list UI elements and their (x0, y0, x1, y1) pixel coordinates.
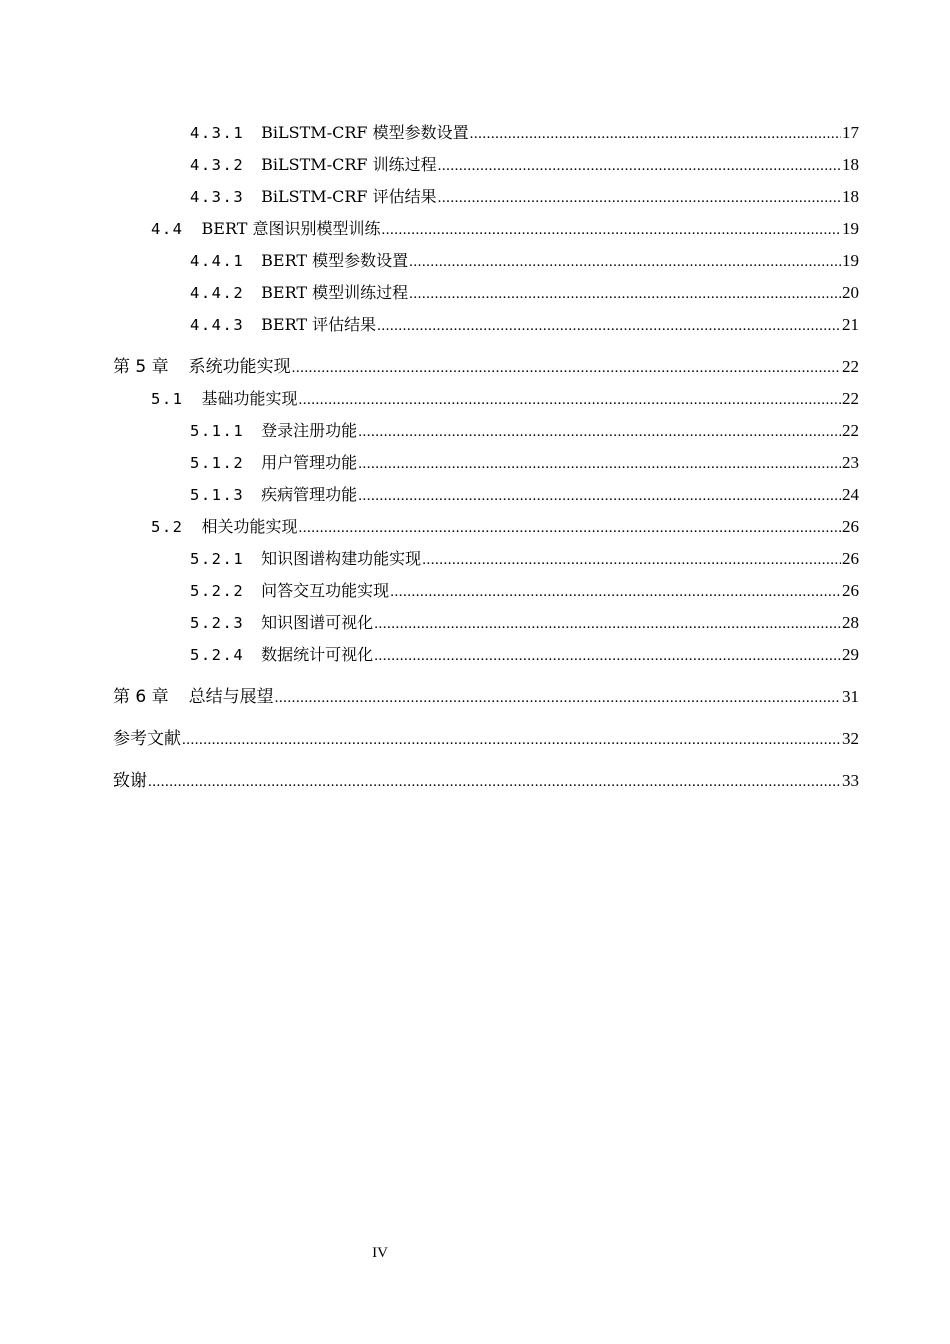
toc-entry-title: BiLSTM-CRF 训练过程 (261, 155, 437, 174)
toc-entry-number: 第 6 章 (113, 687, 169, 707)
toc-entry-title: 用户管理功能 (261, 453, 358, 472)
toc-dot-leader (409, 278, 841, 310)
toc-entry-page: 31 (842, 687, 859, 706)
toc-entry-number: 5.2.1 (190, 550, 245, 568)
toc-entry-title: BiLSTM-CRF 模型参数设置 (261, 123, 469, 142)
toc-dot-leader (299, 384, 841, 416)
toc-entry[interactable] (113, 681, 859, 713)
toc-dot-leader (470, 118, 841, 150)
toc-entry[interactable] (113, 723, 859, 755)
toc-entry[interactable] (113, 479, 859, 511)
toc-entry-number: 4.4.2 (190, 284, 245, 302)
toc-entry-number: 5.1.1 (190, 422, 245, 440)
toc-entry-page: 18 (842, 187, 859, 206)
toc-dot-leader (358, 448, 841, 480)
toc-entry-title: 数据统计可视化 (261, 645, 374, 664)
toc-entry-page: 17 (842, 123, 859, 142)
toc-entry-title: 知识图谱可视化 (261, 613, 374, 632)
toc-entry[interactable] (113, 213, 859, 245)
toc-dot-leader (381, 214, 841, 246)
table-of-contents (113, 117, 859, 797)
toc-entry-page: 26 (842, 549, 859, 568)
toc-entry[interactable] (113, 383, 859, 415)
toc-dot-leader (299, 512, 841, 544)
toc-entry-number: 第 5 章 (113, 357, 169, 377)
toc-entry-number: 5.1.3 (190, 486, 245, 504)
toc-entry[interactable] (113, 351, 859, 383)
toc-entry-number: 4.3.1 (190, 124, 245, 142)
toc-entry[interactable] (113, 765, 859, 797)
toc-entry-title: 基础功能实现 (201, 389, 298, 408)
toc-entry[interactable] (113, 639, 859, 671)
toc-entry[interactable] (113, 181, 859, 213)
toc-entry-title: 系统功能实现 (188, 357, 291, 377)
toc-dot-leader (409, 246, 841, 278)
toc-entry-number: 5.1.2 (190, 454, 245, 472)
page-number: IV (372, 1245, 388, 1261)
toc-entry-number: 4.4.3 (190, 316, 245, 334)
toc-dot-leader (292, 352, 841, 384)
toc-entry-page: 22 (842, 421, 859, 440)
toc-entry-title: 知识图谱构建功能实现 (261, 549, 422, 568)
toc-entry-number: 4.3.3 (190, 188, 245, 206)
toc-entry-title: BERT 意图识别模型训练 (201, 219, 381, 238)
toc-entry-title: 相关功能实现 (201, 517, 298, 536)
toc-entry-number: 4.3.2 (190, 156, 245, 174)
toc-entry-page: 19 (842, 219, 859, 238)
toc-entry-page: 33 (842, 771, 859, 790)
toc-entry[interactable] (113, 149, 859, 181)
toc-entry-page: 23 (842, 453, 859, 472)
toc-entry-title: BERT 模型参数设置 (261, 251, 409, 270)
toc-entry-title: BERT 模型训练过程 (261, 283, 409, 302)
toc-entry-page: 19 (842, 251, 859, 270)
toc-entry-title: 参考文献 (113, 729, 181, 749)
toc-entry[interactable] (113, 511, 859, 543)
toc-entry-title: 疾病管理功能 (261, 485, 358, 504)
toc-entry[interactable] (113, 575, 859, 607)
toc-entry-page: 32 (842, 729, 859, 748)
toc-entry-page: 18 (842, 155, 859, 174)
toc-dot-leader (438, 150, 841, 182)
toc-dot-leader (377, 310, 841, 342)
toc-entry[interactable] (113, 277, 859, 309)
toc-entry[interactable] (113, 245, 859, 277)
toc-entry-page: 26 (842, 517, 859, 536)
toc-entry-title: 总结与展望 (188, 687, 274, 707)
toc-entry-number: 4.4.1 (190, 252, 245, 270)
toc-dot-leader (148, 766, 841, 798)
toc-dot-leader (422, 544, 841, 576)
toc-entry-page: 29 (842, 645, 859, 664)
toc-entry[interactable] (113, 447, 859, 479)
toc-dot-leader (275, 682, 841, 714)
toc-dot-leader (358, 416, 841, 448)
toc-dot-leader (182, 724, 841, 756)
toc-entry[interactable] (113, 309, 859, 341)
toc-entry-page: 26 (842, 581, 859, 600)
toc-entry[interactable] (113, 415, 859, 447)
toc-entry-number: 5.2.3 (190, 614, 245, 632)
toc-dot-leader (390, 576, 841, 608)
toc-entry-number: 5.2.2 (190, 582, 245, 600)
toc-entry-page: 22 (842, 389, 859, 408)
toc-entry[interactable] (113, 117, 859, 149)
toc-dot-leader (438, 182, 841, 214)
toc-entry[interactable] (113, 607, 859, 639)
toc-entry-page: 21 (842, 315, 859, 334)
toc-entry-page: 28 (842, 613, 859, 632)
toc-entry-number: 5.2.4 (190, 646, 245, 664)
toc-entry-title: BERT 评估结果 (261, 315, 377, 334)
toc-entry-number: 5.1 (151, 390, 184, 408)
toc-entry-page: 20 (842, 283, 859, 302)
toc-entry-title: 问答交互功能实现 (261, 581, 390, 600)
toc-dot-leader (374, 640, 841, 672)
toc-entry-title: BiLSTM-CRF 评估结果 (261, 187, 437, 206)
toc-dot-leader (358, 480, 841, 512)
toc-entry[interactable] (113, 543, 859, 575)
toc-dot-leader (374, 608, 841, 640)
toc-entry-page: 22 (842, 357, 859, 376)
toc-entry-title: 致谢 (113, 771, 147, 791)
toc-entry-number: 4.4 (151, 220, 184, 238)
toc-entry-number: 5.2 (151, 518, 184, 536)
toc-entry-page: 24 (842, 485, 859, 504)
toc-entry-title: 登录注册功能 (261, 421, 358, 440)
